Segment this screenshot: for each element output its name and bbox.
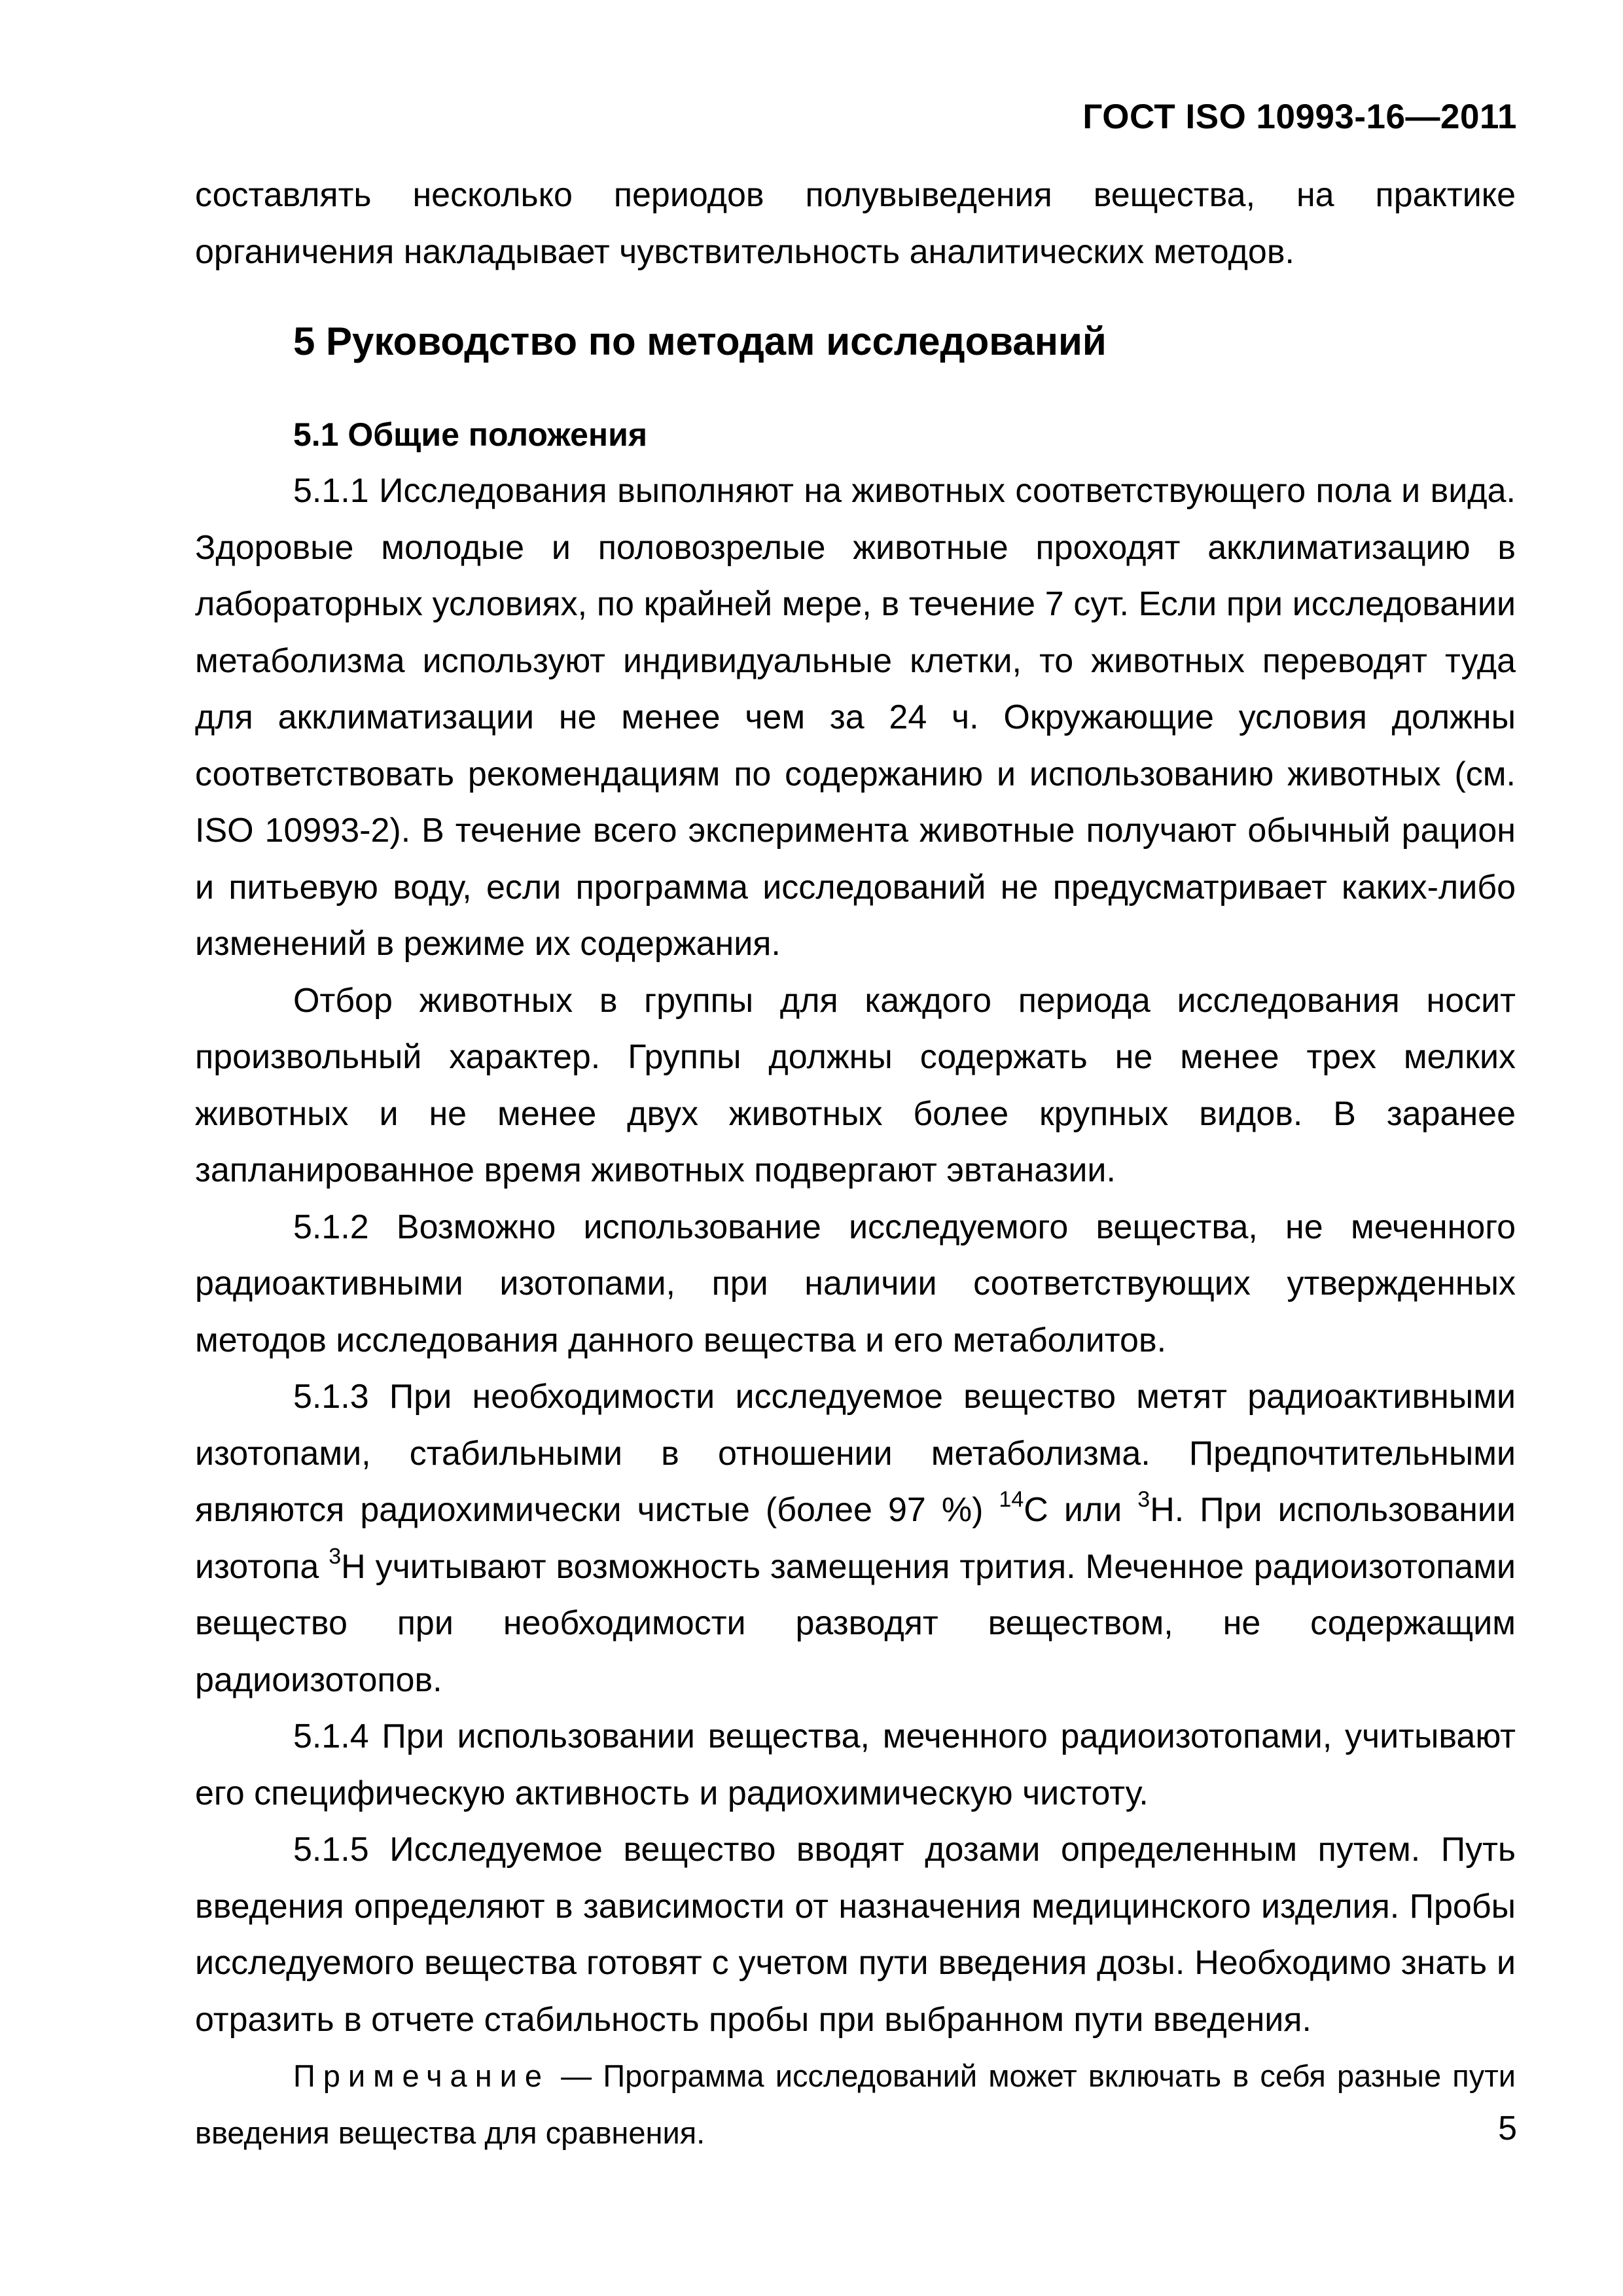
page-number: 5 — [1498, 2109, 1517, 2147]
intro-paragraph: составлять несколько периодов полувыведения вещества, на практике органичения накладывает чувствительность аналитических методов. — [195, 176, 1516, 271]
p513-text-2: C или — [1024, 1491, 1138, 1529]
note-dash: — — [550, 2058, 603, 2093]
paragraph-5-1-1: 5.1.1 Исследования выполняют на животных соответствующего пола и вида. Здоровые молодые и половозрелые животные проходят акклиматизацию в лабораторных условиях, по крайней мере, в течение 7 сут. Если при исследовании метаболизма используют индивидуальные клетки, то животных переводят туда для акклиматизации не менее чем за 24 ч. Окружающие условия должны соответствовать рекомендациям по содержанию и использованию животных (см. ISO 10993-2). В течение всего эксперимента животные получают обычный рацион и питьевую воду, если программа исследований не предусматривает каких-либо изменений в режиме их содержания. — [195, 472, 1516, 963]
document-code-header: ГОСТ ISO 10993-16—2011 — [1082, 98, 1517, 136]
isotope-mass-14: 14 — [999, 1487, 1024, 1512]
paragraph-5-1-4: 5.1.4 При использовании вещества, меченного радиоизотопами, учитывают его специфическую активность и радиохимическую чистоту. — [195, 1717, 1516, 1812]
page-content — [195, 167, 1516, 2161]
isotope-mass-3a: 3 — [1137, 1487, 1150, 1512]
note-label: Примечание — [293, 2058, 550, 2093]
note-paragraph — [195, 2048, 1516, 2161]
paragraph-5-1-2: 5.1.2 Возможно использование исследуемого вещества, не меченного радиоактивными изотопами, при наличии соответствующих утвержденных методов исследования данного вещества и его метаболитов. — [195, 1208, 1516, 1359]
note-text: Программа исследований может включать в себя разные пути введения вещества для сравнения. — [195, 2058, 1516, 2150]
p513-text-1: 5.1.3 При необходимости исследуемое вещество метят радиоактивными изотопами, стабильными в отношении метаболизма. Предпочтительными являются радиохимически чистые (более 97 %) — [195, 1378, 1516, 1529]
section-5-heading: 5 Руководство по методам исследований — [293, 319, 1107, 363]
paragraph-5-1-1-continued: Отбор животных в группы для каждого периода исследования носит произвольный характер. Группы должны содержать не менее трех мелких животных и не менее двух животных более крупных видов. В заранее запланированное время животных подвергают эвтаназии. — [195, 981, 1516, 1189]
p513-text-3: H. При использовании изотопа — [195, 1491, 1516, 1586]
paragraph-5-1-5: 5.1.5 Исследуемое вещество вводят дозами определенным путем. Путь введения определяют в зависимости от назначения медицинского изделия. Пробы исследуемого вещества готовят с учетом пути введения дозы. Необходимо знать и отразить в отчете стабильность пробы при выбранном пути введения. — [195, 1831, 1516, 2039]
section-5-1-heading: 5.1 Общие положения — [293, 416, 647, 453]
isotope-mass-3b: 3 — [329, 1543, 342, 1569]
paragraph-5-1-3 — [195, 1369, 1516, 1708]
p513-text-4: H учитывают возможность замещения трития. Меченное радиоизотопами вещество при необходимости разводят веществом, не содержащим радиоизотопов. — [195, 1547, 1516, 1699]
